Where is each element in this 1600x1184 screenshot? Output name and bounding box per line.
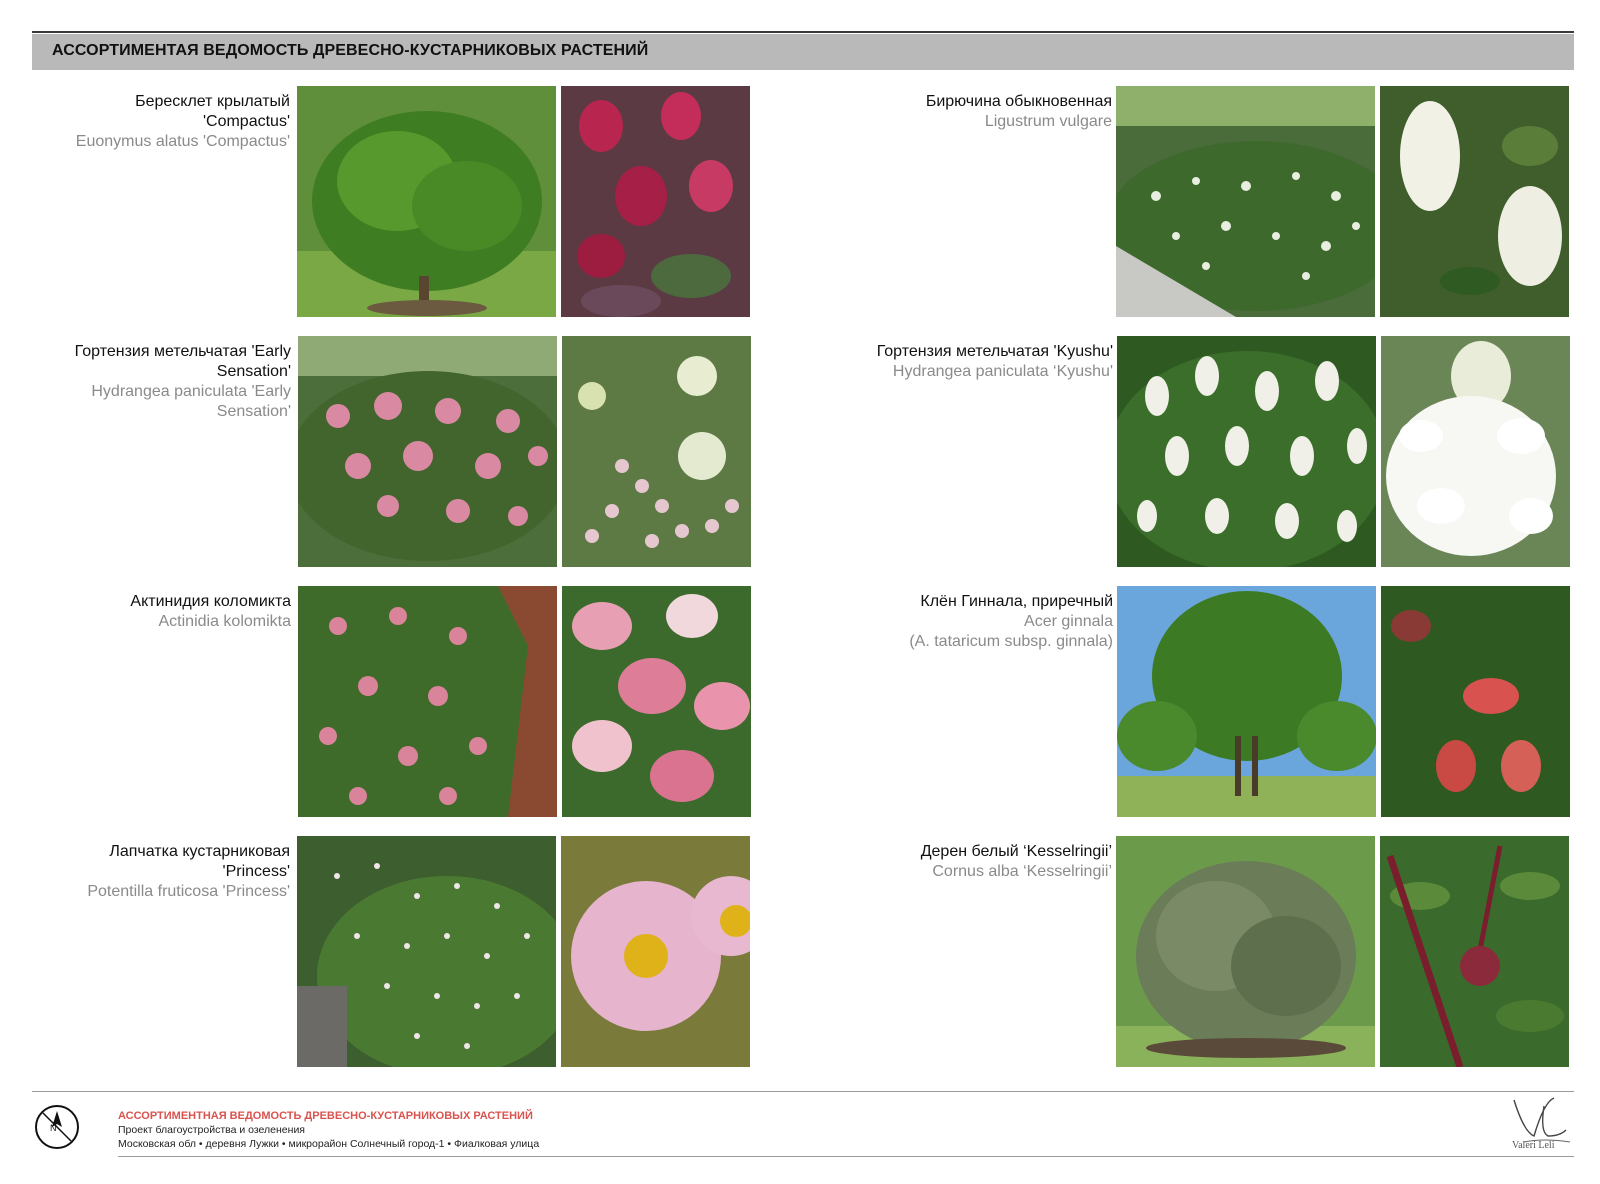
north-arrow-icon <box>33 1103 81 1151</box>
footer-project: Проект благоустройства и озеленения <box>118 1124 305 1136</box>
plant-entry-cornus <box>792 842 1112 882</box>
plant-latin-name: Hydrangea paniculata ‘Kyushu' <box>892 363 1113 380</box>
euonymus-seed-capsules-photo <box>561 86 750 317</box>
potentilla-flower-closeup-photo <box>561 836 750 1067</box>
plant-entry-potentilla <box>30 842 290 902</box>
actinidia-vine-on-wall-photo <box>298 586 557 817</box>
plant-latin-name: (A. tataricum subsp. ginnala) <box>909 633 1113 650</box>
plant-latin-name: Cornus alba ‘Kesselringii’ <box>932 863 1112 880</box>
acer-ginnala-samara-closeup-photo <box>1381 586 1570 817</box>
plant-entry-hydrangea-kyushu <box>793 342 1113 382</box>
acer-ginnala-tree-photo <box>1117 586 1376 817</box>
plant-common-name: Лапчатка кустарниковая <box>109 843 290 860</box>
top-rule <box>32 31 1574 33</box>
plant-latin-name: Euonymus alatus 'Compactus' <box>75 133 290 150</box>
hydrangea-early-sensation-flower-closeup-photo <box>562 336 751 567</box>
plant-common-name: Гортензия метельчатая 'Kyushu' <box>876 343 1113 360</box>
compass-letter: N <box>50 1123 57 1133</box>
hydrangea-early-sensation-shrub-photo <box>298 336 557 567</box>
header-bar <box>32 34 1574 70</box>
footer-bottom-rule <box>118 1156 1574 1157</box>
footer-rule <box>32 1091 1574 1092</box>
ligustrum-hedge-photo <box>1116 86 1375 317</box>
cornus-shrub-photo <box>1116 836 1375 1067</box>
potentilla-shrub-photo <box>297 836 556 1067</box>
plant-common-name: Актинидия коломикта <box>130 593 291 610</box>
plant-latin-name: Ligustrum vulgare <box>984 113 1112 130</box>
plant-common-name: Бирючина обыкновенная <box>925 93 1112 110</box>
plant-common-name: Дерен белый ‘Kesselringii’ <box>920 843 1112 860</box>
plant-entry-euonymus <box>30 92 290 152</box>
plant-latin-name: Actinidia kolomikta <box>158 613 291 630</box>
plant-latin-name: Hydrangea paniculata 'Early <box>91 383 291 400</box>
plant-common-name: 'Princess' <box>222 863 290 880</box>
hydrangea-kyushu-flower-closeup-photo <box>1381 336 1570 567</box>
ligustrum-flower-closeup-photo <box>1380 86 1569 317</box>
plant-common-name: 'Compactus' <box>202 113 290 130</box>
plant-latin-name: Acer ginnala <box>1024 613 1113 630</box>
signature-name: Valeri Leli <box>1512 1140 1555 1151</box>
plant-entry-ligustrum <box>812 92 1112 132</box>
plant-latin-name: Potentilla fruticosa 'Princess' <box>87 883 290 900</box>
plant-common-name: Sensation' <box>216 363 291 380</box>
plant-entry-actinidia <box>31 592 291 632</box>
plant-entry-acer-ginnala <box>793 592 1113 652</box>
hydrangea-kyushu-shrub-photo <box>1117 336 1376 567</box>
plant-entry-hydrangea-early-sensation <box>31 342 291 422</box>
euonymus-shrub-photo <box>297 86 556 317</box>
footer-title: АССОРТИМЕНТНАЯ ВЕДОМОСТЬ ДРЕВЕСНО-КУСТАРНИКОВЫХ РАСТЕНИЙ <box>118 1110 533 1122</box>
plant-latin-name: Sensation' <box>216 403 291 420</box>
plant-common-name: Клён Гиннала, приречный <box>920 593 1113 610</box>
plant-common-name: Бересклет крылатый <box>135 93 290 110</box>
cornus-stem-closeup-photo <box>1380 836 1569 1067</box>
footer-address: Московская обл • деревня Лужки • микрорайон Солнечный город-1 • Фиалковая улица <box>118 1138 540 1150</box>
actinidia-leaves-closeup-photo <box>562 586 751 817</box>
page-title: АССОРТИМЕНТАЯ ВЕДОМОСТЬ ДРЕВЕСНО-КУСТАРНИКОВЫХ РАСТЕНИЙ <box>52 42 649 59</box>
plant-common-name: Гортензия метельчатая 'Early <box>74 343 291 360</box>
